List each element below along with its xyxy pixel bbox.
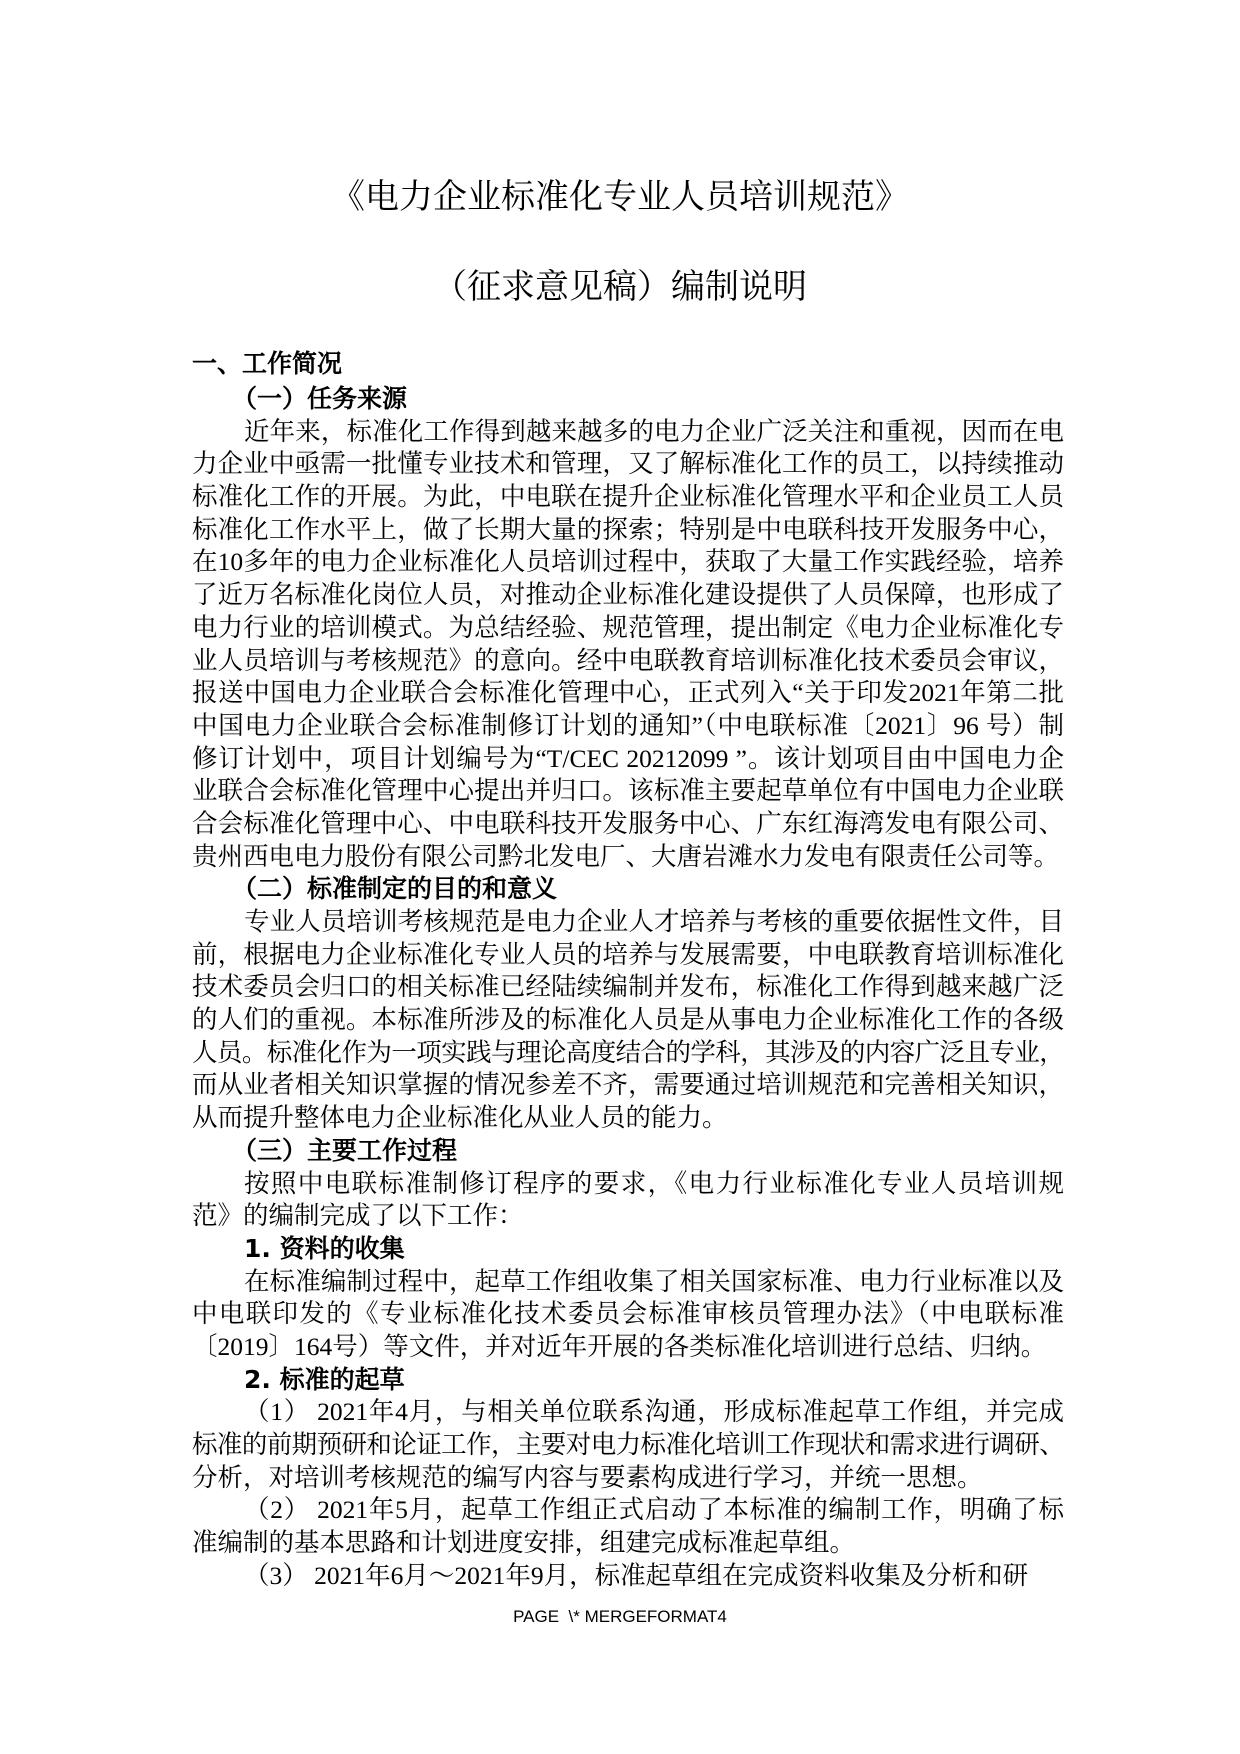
item-heading: 1. 资料的收集 — [244, 1233, 405, 1263]
subsection-heading: （二）标准制定的目的和意义 — [232, 874, 558, 904]
paragraph — [192, 1168, 1064, 1233]
paragraph — [192, 1396, 1064, 1494]
paragraph-line: 合会标准化管理中心、中电联科技开发服务中心、广东红海湾发电有限公司、 — [192, 808, 1064, 838]
item-heading: 2. 标准的起草 — [244, 1364, 405, 1394]
paragraph — [192, 416, 1064, 874]
paragraph-line: 从而提升整体电力企业标准化从业人员的能力。 — [192, 1103, 728, 1133]
document-subtitle: （征求意见稿）编制说明 — [433, 267, 807, 307]
paragraph-line: 报送中国电力企业联合会标准化管理中心，正式列入“关于印发2021年第二批 — [192, 678, 1064, 708]
paragraph-line: （3） 2021年6月～2021年9月，标准起草组在完成资料收集及分析和研 — [244, 1560, 1029, 1590]
paragraph-line: 人员。标准化作为一项实践与理论高度结合的学科，其涉及的内容广泛且专业， — [192, 1037, 1064, 1067]
paragraph-line: 前，根据电力企业标准化专业人员的培养与发展需要，中电联教育培训标准化 — [192, 939, 1064, 969]
page-footer-field: PAGE \* MERGEFORMAT4 — [513, 1607, 727, 1626]
paragraph-line: 中国电力企业联合会标准制修订计划的通知”（中电联标准〔2021〕96 号）制 — [192, 710, 1064, 740]
paragraph-line: 专业人员培训考核规范是电力企业人才培养与考核的重要依据性文件，目 — [244, 907, 1064, 936]
paragraph-line: （2） 2021年5月，起草工作组正式启动了本标准的编制工作，明确了标 — [244, 1495, 1064, 1525]
paragraph-line: 中电联印发的《专业标准化技术委员会标准审核员管理办法》（中电联标准 — [192, 1299, 1064, 1329]
paragraph-line: 技术委员会归口的相关标准已经陆续编制并发布，标准化工作得到越来越广泛 — [192, 972, 1064, 1002]
paragraph-line: 范》的编制完成了以下工作： — [192, 1201, 524, 1231]
paragraph-line: 按照中电联标准制修订程序的要求，《电力行业标准化专业人员培训规 — [244, 1168, 1064, 1198]
paragraph-line: 近年来，标准化工作得到越来越多的电力企业广泛关注和重视，因而在电 — [244, 416, 1064, 446]
paragraph-line: 业联合会标准化管理中心提出并归口。该标准主要起草单位有中国电力企业联 — [192, 776, 1064, 806]
paragraph-line: 分析，对培训考核规范的编写内容与要素构成进行学习，并统一思想。 — [192, 1462, 983, 1492]
paragraph-line: 业人员培训与考核规范》的意向。经中电联教育培训标准化技术委员会审议， — [192, 645, 1064, 675]
paragraph — [192, 906, 1064, 1135]
document-body — [192, 344, 1064, 1592]
paragraph-line: 力企业中亟需一批懂专业技术和管理，又了解标准化工作的员工，以持续推动 — [192, 449, 1064, 479]
subsection-heading: （三）主要工作过程 — [232, 1135, 458, 1165]
paragraph — [192, 1494, 1064, 1559]
paragraph — [192, 1266, 1064, 1364]
paragraph-line: （1） 2021年4月，与相关单位联系沟通，形成标准起草工作组，并完成 — [244, 1397, 1064, 1427]
paragraph — [192, 1560, 1064, 1593]
paragraph-line: 了近万名标准化岗位人员，对推动企业标准化建设提供了人员保障，也形成了 — [192, 580, 1064, 610]
section-heading: 一、工作简况 — [192, 349, 343, 378]
paragraph-line: 而从业者相关知识掌握的情况参差不齐，需要通过培训规范和完善相关知识， — [192, 1070, 1064, 1100]
paragraph-line: 贵州西电电力股份有限公司黔北发电厂、大唐岩滩水力发电有限责任公司等。 — [192, 841, 1060, 871]
paragraph-line: 修订计划中，项目计划编号为“T/CEC 20212099 ”。该计划项目由中国电力企 — [192, 743, 1064, 773]
paragraph-line: 标准化工作的开展。为此，中电联在提升企业标准化管理水平和企业员工人员 — [192, 482, 1064, 512]
document-title: 《电力企业标准化专业人员培训规范》 — [331, 177, 909, 217]
paragraph-line: 〔2019〕164号）等文件，并对近年开展的各类标准化培训进行总结、归纳。 — [192, 1331, 1047, 1361]
subsection-heading: （一）任务来源 — [232, 384, 408, 413]
paragraph-line: 电力行业的培训模式。为总结经验、规范管理，提出制定《电力企业标准化专 — [192, 612, 1064, 642]
paragraph-line: 在标准编制过程中，起草工作组收集了相关国家标准、电力行业标准以及 — [244, 1266, 1064, 1296]
paragraph-line: 的人们的重视。本标准所涉及的标准化人员是从事电力企业标准化工作的各级 — [192, 1005, 1064, 1035]
paragraph-line: 标准的前期预研和论证工作，主要对电力标准化培训工作现状和需求进行调研、 — [192, 1430, 1064, 1459]
paragraph-line: 在10多年的电力企业标准化人员培训过程中，获取了大量工作实践经验，培养 — [192, 547, 1064, 577]
paragraph-line: 标准化工作水平上，做了长期大量的探索；特别是中电联科技开发服务中心， — [192, 514, 1064, 544]
paragraph-line: 准编制的基本思路和计划进度安排，组建完成标准起草组。 — [192, 1528, 856, 1558]
